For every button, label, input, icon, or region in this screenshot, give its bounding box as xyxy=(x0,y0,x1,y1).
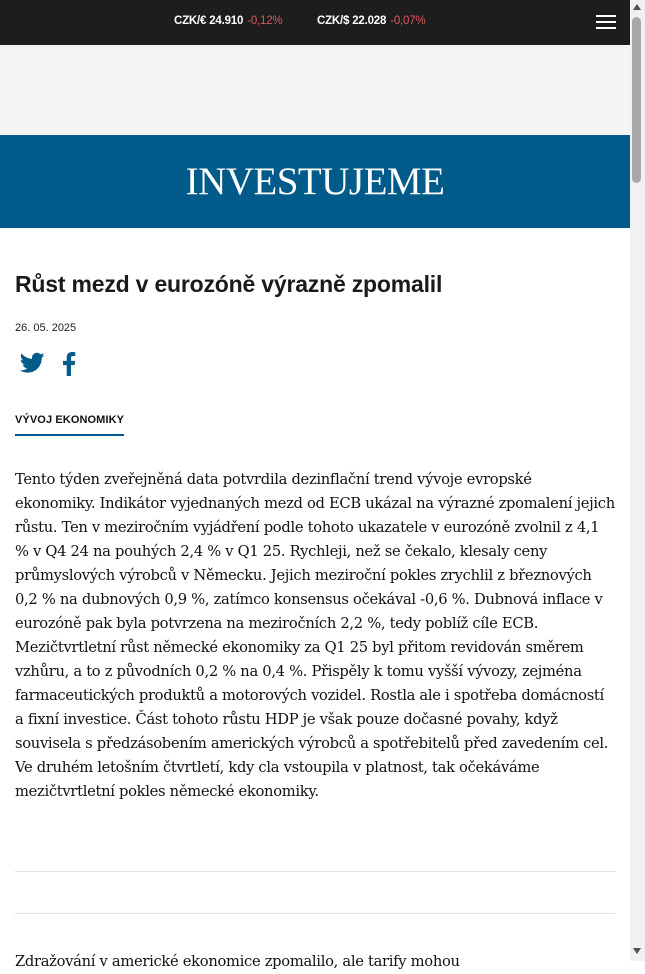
brand-header xyxy=(0,135,630,228)
divider xyxy=(15,871,615,872)
site-logo[interactable]: INVESTUJEME xyxy=(185,160,445,203)
twitter-icon[interactable] xyxy=(20,352,45,376)
scrollbar-thumb[interactable] xyxy=(632,17,641,183)
article-date: 26. 05. 2025 xyxy=(15,322,77,334)
article-title: Růst mezd v eurozóně výrazně zpomalil xyxy=(15,271,443,297)
scrollbar[interactable] xyxy=(630,0,645,961)
scroll-down-arrow-icon[interactable] xyxy=(633,948,641,954)
scroll-up-arrow-icon[interactable] xyxy=(633,4,641,10)
ticker-eur-pair: CZK/€ 24.910 xyxy=(174,15,244,27)
article-next-paragraph: Zdražování v americké ekonomice zpomalilo, ale tarify mohou xyxy=(15,953,460,970)
category-link[interactable]: VÝVOJ EKONOMIKY xyxy=(15,414,124,436)
hamburger-menu-icon[interactable] xyxy=(596,14,618,31)
facebook-icon[interactable] xyxy=(62,352,78,376)
ad-placeholder xyxy=(0,45,630,135)
ticker-eur-change: -0,12% xyxy=(247,15,283,27)
ticker-usd-change: -0,07% xyxy=(390,15,426,27)
ticker-usd-pair: CZK/$ 22.028 xyxy=(317,15,387,27)
ticker-eur xyxy=(174,15,282,27)
currency-ticker-bar xyxy=(0,0,630,45)
article-body: Tento týden zveřejněná data potvrdila dezinflační trend vývoje evropské ekonomiky. Indikátor vyjednaných mezd od ECB ukázal na výrazné zpomalení jejich růstu. Ten v meziročním vyjádření podle tohoto ukazatele v eurozóně zvolnil z 4,1 % v Q4 24 na pouhých 2,4 % v Q1 25. Rychleji, než se čekalo, klesaly ceny průmyslových výrobců v Německu. Jejich meziroční pokles zrychlil z březnových 0,2 % na dubnových 0,9 %, zatímco konsensus očekával -0,6 %. Dubnová inflace v eurozóně pak byla potvrzena na meziročních 2,2 %, tedy poblíž cíle ECB. Mezičtvrtletní růst německé ekonomiky za Q1 25 byl přitom revidován směrem vzhůru, a to z původních 0,2 % na 0,4 %. Přispěly k tomu vyšší vývozy, zejména farmaceutických produktů a motorových vozidel. Rostla ale i spotřeba domácností a fixní investice. Část tohoto růstu HDP je však pouze dočasné povahy, když souvisela s předzásobením amerických výrobců a spotřebitelů před zavedením cel. Ve druhém letošním čtvrtletí, kdy cla vstoupila v platnost, tak očekáváme mezičtvrtletní pokles německé ekonomiky. xyxy=(15,471,615,800)
divider xyxy=(15,913,615,914)
ticker-usd xyxy=(317,15,425,27)
